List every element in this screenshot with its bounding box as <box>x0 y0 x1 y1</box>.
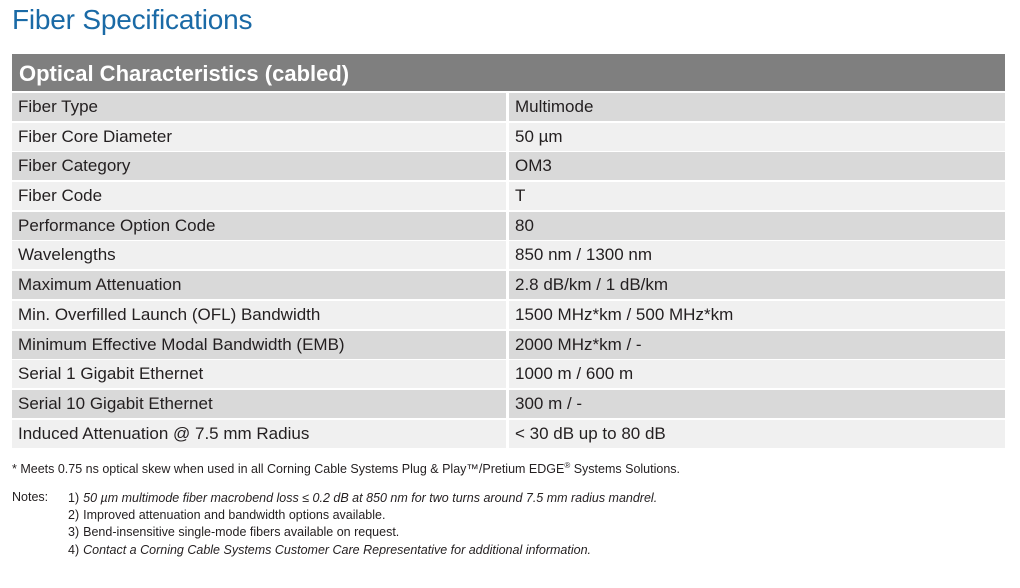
row-value: 80 <box>509 212 1005 240</box>
note-number: 2) <box>68 508 80 523</box>
footnote-tail: Systems Solutions. <box>570 462 681 477</box>
note-number: 3) <box>68 525 80 540</box>
row-label: Serial 10 Gigabit Ethernet <box>12 390 506 418</box>
note-item <box>68 507 657 524</box>
note-number: 4) <box>68 542 80 557</box>
row-value: < 30 dB up to 80 dB <box>509 420 1005 448</box>
row-value: 300 m / - <box>509 390 1005 418</box>
row-label: Fiber Core Diameter <box>12 123 506 151</box>
footnote <box>12 461 680 476</box>
table-row <box>12 152 1005 180</box>
table-row <box>12 271 1005 299</box>
row-value: 2000 MHz*km / - <box>509 331 1005 359</box>
table-row <box>12 182 1005 210</box>
row-value: 50 µm <box>509 123 1005 151</box>
page-title: Fiber Specifications <box>12 4 253 35</box>
row-value: OM3 <box>509 152 1005 180</box>
note-number: 1) <box>68 491 80 505</box>
table-row <box>12 123 1005 151</box>
table-row <box>12 360 1005 388</box>
row-label: Wavelengths <box>12 241 506 269</box>
row-value: Multimode <box>509 93 1005 121</box>
row-label: Fiber Type <box>12 93 506 121</box>
row-label: Induced Attenuation @ 7.5 mm Radius <box>12 420 506 448</box>
note-text: Contact a Corning Cable Systems Customer Care Representative for additional information. <box>83 542 592 557</box>
row-label: Min. Overfilled Launch (OFL) Bandwidth <box>12 301 506 329</box>
notes-label: Notes: <box>12 490 49 504</box>
table-row <box>12 331 1005 359</box>
row-value: 1500 MHz*km / 500 MHz*km <box>509 301 1005 329</box>
note-item <box>68 542 657 559</box>
table-row <box>12 301 1005 329</box>
notes <box>12 490 657 559</box>
note-text: Improved attenuation and bandwidth options available. <box>83 508 386 523</box>
row-label: Performance Option Code <box>12 212 506 240</box>
row-value: 1000 m / 600 m <box>509 360 1005 388</box>
row-label: Serial 1 Gigabit Ethernet <box>12 360 506 388</box>
spec-table <box>12 54 1005 449</box>
footnote-text: * Meets 0.75 ns optical skew when used in all Corning Cable Systems Plug & Play™/Pretium EDGE <box>12 462 565 477</box>
row-value: 2.8 dB/km / 1 dB/km <box>509 271 1005 299</box>
registered-mark: ® <box>564 461 571 470</box>
table-row <box>12 390 1005 418</box>
note-text: 50 µm multimode fiber macrobend loss ≤ 0.2 dB at 850 nm for two turns around 7.5 mm radius mandrel. <box>83 491 658 505</box>
row-label: Minimum Effective Modal Bandwidth (EMB) <box>12 331 506 359</box>
note-item <box>68 524 657 541</box>
note-item <box>68 490 657 507</box>
row-label: Fiber Code <box>12 182 506 210</box>
row-label: Fiber Category <box>12 152 506 180</box>
table-row <box>12 212 1005 240</box>
table-body <box>12 93 1005 448</box>
row-value: 850 nm / 1300 nm <box>509 241 1005 269</box>
table-row <box>12 241 1005 269</box>
table-row <box>12 420 1005 448</box>
row-label: Maximum Attenuation <box>12 271 506 299</box>
table-row <box>12 93 1005 121</box>
note-text: Bend-insensitive single-mode fibers available on request. <box>83 525 400 540</box>
table-header: Optical Characteristics (cabled) <box>12 54 1005 93</box>
row-value: T <box>509 182 1005 210</box>
notes-list <box>68 490 657 559</box>
